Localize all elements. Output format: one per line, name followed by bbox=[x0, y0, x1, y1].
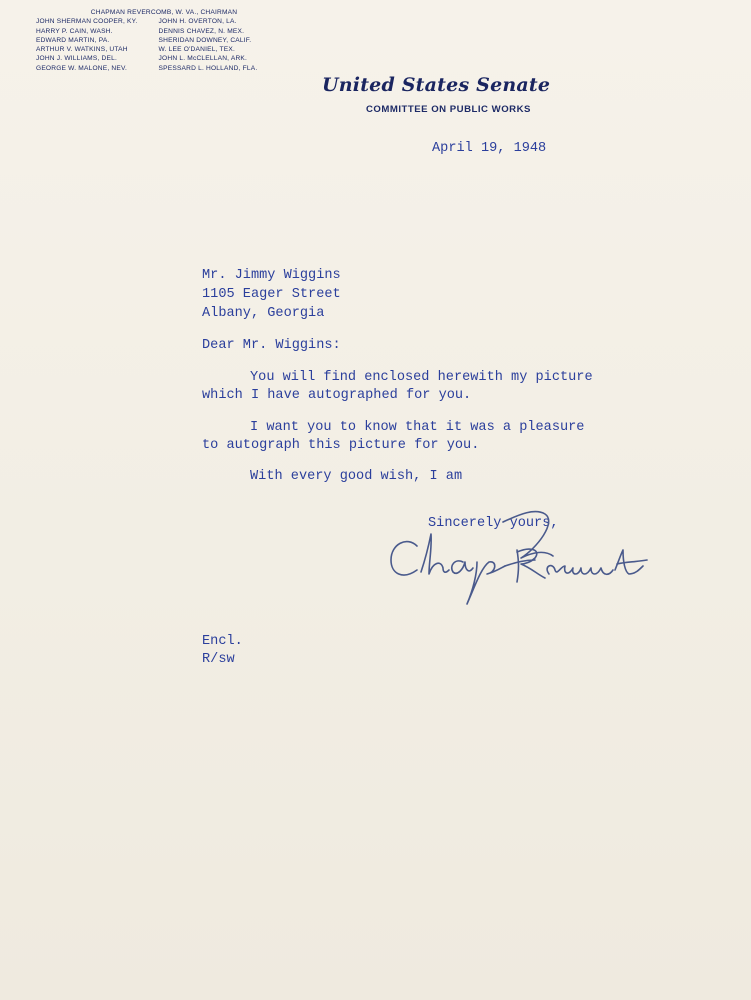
recipient-name: Mr. Jimmy Wiggins bbox=[202, 268, 341, 283]
senate-heading: United States Senate bbox=[322, 74, 551, 96]
member-name: ARTHUR V. WATKINS, UTAH bbox=[36, 46, 128, 54]
members-right-column bbox=[159, 17, 286, 73]
salutation: Dear Mr. Wiggins: bbox=[202, 338, 341, 353]
member-name: JOHN L. McCLELLAN, ARK. bbox=[158, 55, 248, 63]
paragraph-1-line-2: which I have autographed for you. bbox=[202, 388, 472, 403]
enclosure-note: Encl. bbox=[202, 634, 243, 649]
member-name: SHERIDAN DOWNEY, CALIF. bbox=[158, 36, 252, 44]
closing: Sincerely yours, bbox=[428, 516, 559, 531]
reference-initials: R/sw bbox=[202, 652, 235, 667]
paragraph-3: With every good wish, I am bbox=[250, 469, 463, 484]
chairman-line: CHAPMAN REVERCOMB, W. VA., CHAIRMAN bbox=[90, 9, 238, 16]
member-name: JOHN J. WILLIAMS, DEL. bbox=[36, 55, 117, 63]
signature bbox=[385, 500, 660, 610]
member-name: SPESSARD L. HOLLAND, FLA. bbox=[158, 64, 258, 72]
committee-members bbox=[36, 8, 286, 73]
recipient-street: 1105 Eager Street bbox=[202, 287, 341, 302]
member-name: W. LEE O'DANIEL, TEX. bbox=[158, 46, 235, 54]
member-name: EDWARD MARTIN, PA. bbox=[36, 36, 110, 44]
member-name: JOHN SHERMAN COOPER, KY. bbox=[36, 18, 138, 26]
paragraph-2-line-1: I want you to know that it was a pleasure bbox=[250, 420, 585, 435]
member-name: HARRY P. CAIN, WASH. bbox=[36, 27, 113, 35]
recipient-city: Albany, Georgia bbox=[202, 306, 325, 321]
member-name: DENNIS CHAVEZ, N. MEX. bbox=[158, 27, 245, 35]
committee-heading: COMMITTEE ON PUBLIC WORKS bbox=[366, 104, 531, 115]
letter-date: April 19, 1948 bbox=[432, 141, 547, 156]
paragraph-1-line-1: You will find enclosed herewith my picture bbox=[250, 370, 593, 385]
member-name: JOHN H. OVERTON, LA. bbox=[158, 18, 237, 26]
member-name: GEORGE W. MALONE, NEV. bbox=[36, 64, 127, 72]
members-left-column bbox=[36, 17, 159, 73]
paragraph-2-line-2: to autograph this picture for you. bbox=[202, 438, 480, 453]
